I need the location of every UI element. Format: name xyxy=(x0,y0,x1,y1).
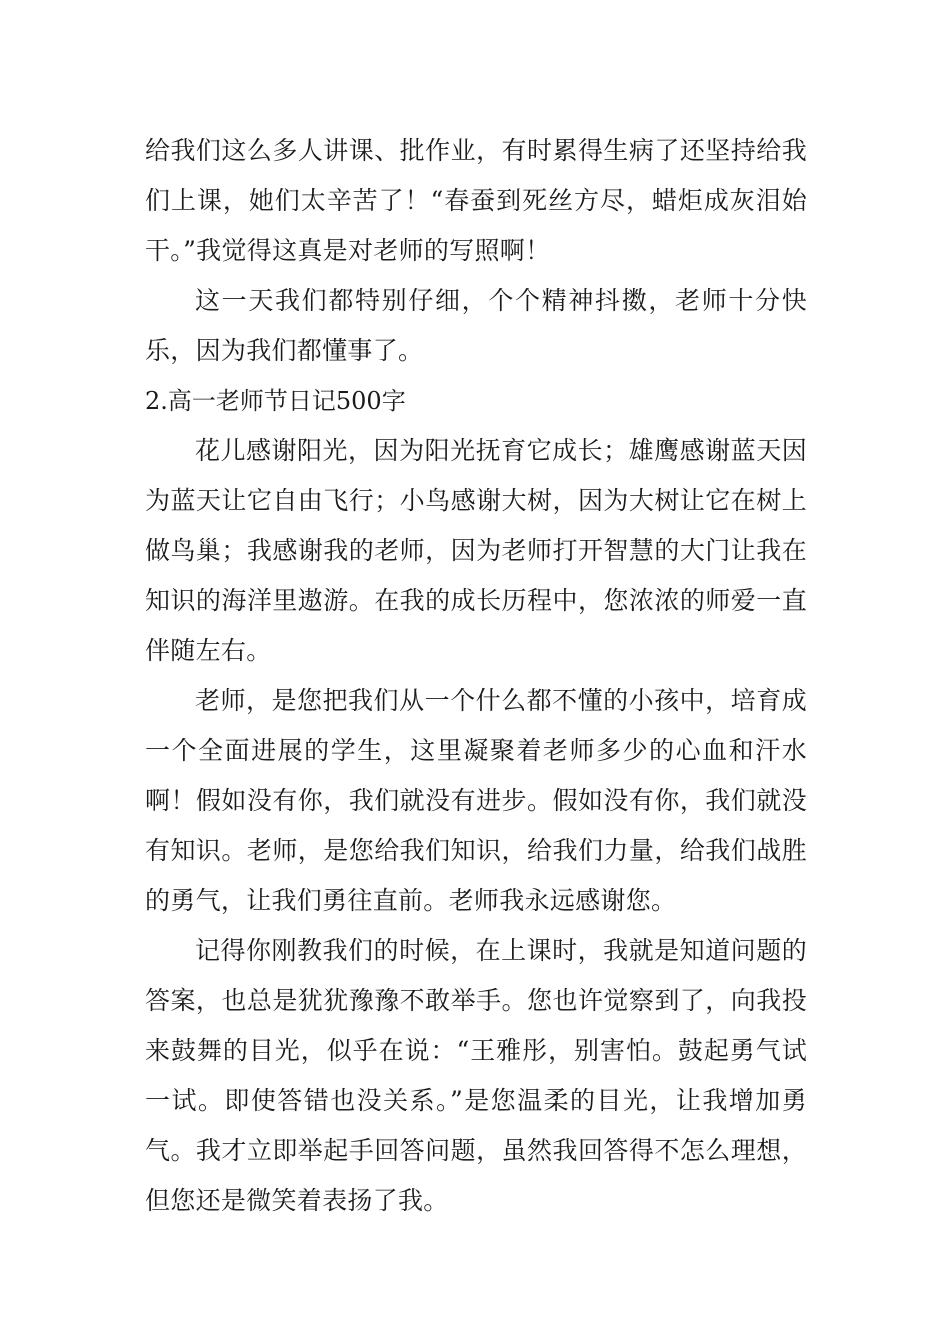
continued-paragraph: 给我们这么多人讲课、批作业，有时累得生病了还坚持给我们上课，她们太辛苦了！“春蚕到死丝方尽，蜡炬成灰泪始干。”我觉得这真是对老师的写照啊！ xyxy=(145,136,807,265)
paragraph: 记得你刚教我们的时候，在上课时，我就是知道问题的答案，也总是犹犹豫豫不敢举手。您也许觉察到了，向我投来鼓舞的目光，似乎在说：“王雅彤，别害怕。鼓起勇气试一试。即使答错也没关系。”是您温柔的目光，让我增加勇气。我才立即举起手回答问题，虽然我回答得不怎么理想，但您还是微笑着表扬了我。 xyxy=(145,936,807,1215)
section-heading: 2.高一老师节日记500字 xyxy=(145,387,406,415)
paragraph: 老师，是您把我们从一个什么都不懂的小孩中，培育成一个全面进展的学生，这里凝聚着老师多少的心血和汗水啊！假如没有你，我们就没有进步。假如没有你，我们就没有知识。老师，是您给我们知识，给我们力量，给我们战胜的勇气，让我们勇往直前。老师我永远感谢您。 xyxy=(145,686,807,915)
paragraph: 花儿感谢阳光，因为阳光抚育它成长；雄鹰感谢蓝天因为蓝天让它自由飞行；小鸟感谢大树，因为大树让它在树上做鸟巢；我感谢我的老师，因为老师打开智慧的大门让我在知识的海洋里遨游。在我的成长历程中，您浓浓的师爱一直伴随左右。 xyxy=(145,436,807,665)
document-body xyxy=(145,126,807,1226)
paragraph: 这一天我们都特别仔细，个个精神抖擞，老师十分快乐，因为我们都懂事了。 xyxy=(145,286,807,365)
